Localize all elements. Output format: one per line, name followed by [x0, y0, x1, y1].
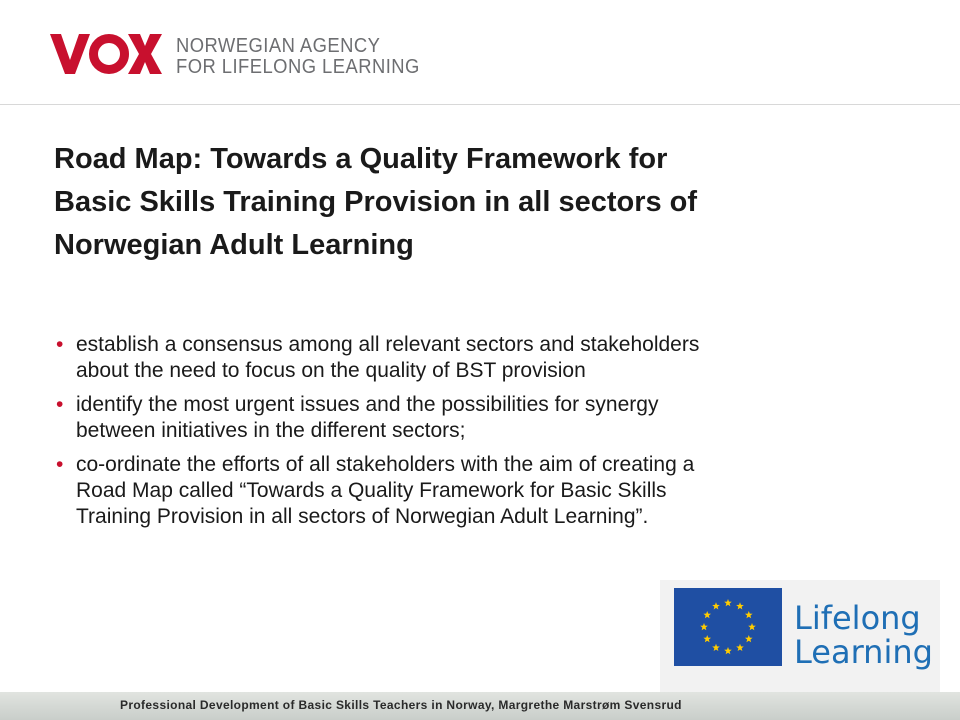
- agency-line-1: NORWEGIAN AGENCY: [176, 35, 381, 57]
- bullet-marker: •: [56, 393, 64, 416]
- bullet-item: [56, 332, 916, 384]
- bullet-marker: •: [56, 453, 64, 476]
- bullet-line: Road Map called “Towards a Quality Framework for Basic Skills: [76, 479, 667, 502]
- footer-text: Professional Development of Basic Skills Teachers in Norway, Margrethe Marstrøm Svensrud: [120, 698, 682, 712]
- vox-logo-o: [94, 39, 125, 70]
- eu-flag-icon: [674, 588, 782, 666]
- lifelong-learning-logo-text: [794, 601, 933, 669]
- bullet-line: about the need to focus on the quality of BST provision: [76, 359, 586, 382]
- slide-title: [54, 138, 914, 267]
- bullet-item: [56, 392, 916, 444]
- bullet-line: co-ordinate the efforts of all stakeholders with the aim of creating a: [76, 453, 695, 476]
- lifelong-line: Lifelong: [794, 599, 921, 637]
- header-divider: [0, 104, 960, 105]
- title-line: Basic Skills Training Provision in all sectors of: [54, 186, 698, 218]
- bullet-line: establish a consensus among all relevant sectors and stakeholders: [76, 333, 700, 356]
- bullet-line: between initiatives in the different sectors;: [76, 419, 466, 442]
- title-line: Norwegian Adult Learning: [54, 229, 414, 261]
- bullet-line: identify the most urgent issues and the possibilities for synergy: [76, 393, 659, 416]
- bullet-marker: •: [56, 333, 64, 356]
- bullet-item: [56, 452, 916, 530]
- vox-logo: [50, 34, 162, 74]
- vox-logo-x: [128, 34, 162, 74]
- agency-line-2: FOR LIFELONG LEARNING: [176, 56, 420, 78]
- vox-logo-v: [50, 34, 90, 74]
- title-line: Road Map: Towards a Quality Framework for: [54, 143, 668, 175]
- header: [0, 0, 960, 104]
- bullet-line: Training Provision in all sectors of Norwegian Adult Learning”.: [76, 505, 649, 528]
- bullet-list: [56, 332, 916, 538]
- learning-line: Learning: [794, 633, 933, 671]
- agency-name: [176, 36, 420, 78]
